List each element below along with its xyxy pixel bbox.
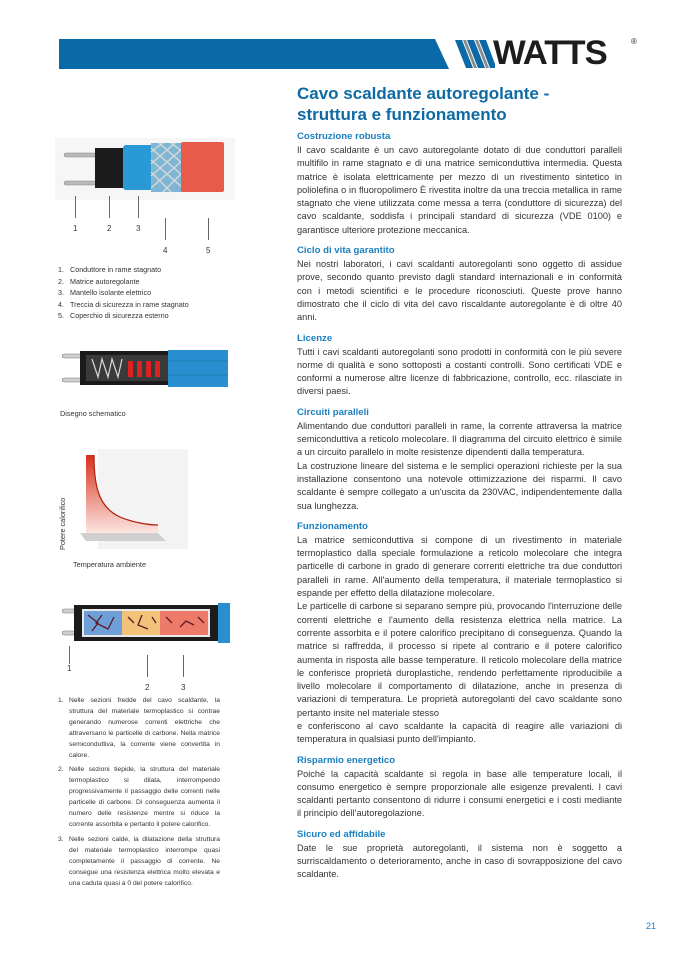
cable-layers-legend bbox=[58, 264, 189, 322]
watts-stripes-icon bbox=[455, 37, 495, 71]
header-banner bbox=[59, 39, 449, 69]
callout-line-4 bbox=[165, 218, 166, 240]
cable-layers-figure bbox=[55, 138, 235, 200]
callout-line-3 bbox=[138, 196, 139, 218]
section-heading: Risparmio energetico bbox=[297, 754, 396, 766]
callout-number: 3 bbox=[136, 224, 141, 233]
matrix-figure bbox=[58, 603, 233, 643]
section-costruzione-robusta bbox=[297, 130, 622, 237]
section-paragraph: Poiché la capacità scaldante si regola in base alle temperature locali, il consumo energetico è sempre proporzionale alle esigenze prevalenti. I cavi scaldanti pertanto consentono di ridurre i consumi energetici e i costi mediante il principio dell'autoregolazione. bbox=[297, 768, 622, 819]
section-paragraph: La costruzione lineare del sistema e le semplici operazioni richieste per la sua installazione consentono una notevole ottimizzazione dei risparmi. Il cavo scaldante è sempre collegato a un'uscita da 230VAC, indipendentemente dalla sua lunghezza. bbox=[297, 460, 622, 511]
page-title bbox=[297, 83, 597, 125]
section-paragraph: La matrice semiconduttiva si compone di un rivestimento in materiale termoplastico dalla speciale formulazione a reticolo molecolare che integra particelle di carbone in grado di generare correnti elettriche tra due conduttori paralleli in rame. All'aumento della temperatura, il materiale termoplastico si espande per effetto della dilatazione molecolare. bbox=[297, 534, 622, 599]
matrix-notes bbox=[58, 696, 220, 893]
watts-logo bbox=[455, 34, 640, 72]
callout-line-1 bbox=[75, 196, 76, 218]
callout-number: 1 bbox=[73, 224, 78, 233]
title-line-1: Cavo scaldante autoregolante - bbox=[297, 84, 550, 103]
legend-item: 3. Mantello isolante elettrico bbox=[58, 288, 152, 298]
section-licenze bbox=[297, 332, 622, 399]
section-heading: Sicuro ed affidabile bbox=[297, 828, 386, 840]
registered-mark: ® bbox=[631, 37, 637, 46]
chart-ylabel: Potere calorifico bbox=[58, 497, 67, 550]
callout-number: 2 bbox=[145, 683, 150, 692]
section-ciclo-di-vita bbox=[297, 244, 622, 324]
section-paragraph: Alimentando due conduttori paralleli in rame, la corrente attraversa la matrice semiconduttiva a reticolo molecolare. Il diagramma del circuito elettrico è simile a un circuito parallelo in molte resistenze dipendenti dalla temperatura. bbox=[297, 420, 622, 458]
brand-name: WATTS bbox=[493, 34, 607, 72]
callout-line-2 bbox=[147, 655, 148, 677]
section-paragraph: Nei nostri laboratori, i cavi scaldanti autoregolanti sono oggetto di assidue prove, secondo quanto previsto dagli standard internazionali e in conformità con i metodi scientifici e le procedure riconosciuti. Queste prove hanno dimostrato che il ciclo di vita del cavo riscaldante autoregolante è di oltre 40 anni. bbox=[297, 259, 622, 323]
chart-xlabel: Temperatura ambiente bbox=[73, 560, 147, 569]
legend-item: 5. Coperchio di sicurezza esterno bbox=[58, 311, 169, 321]
section-paragraph: Date le sue proprietà autoregolanti, il sistema non è soggetto a surriscaldamento o deterioramento, anche in caso di sovrapposizione del cavo scaldante. bbox=[297, 842, 622, 880]
section-risparmio-energetico bbox=[297, 754, 622, 821]
section-paragraph: Il cavo scaldante è un cavo autoregolante dotato di due conduttori paralleli multifilo in rame stagnato e di una matrice semiconduttiva intermedia. Questa matrice è isolata elettricamente per mezzo di un rivestimento sintetico in poliolefina o in fluoropolimero È rivestita inoltre da una treccia metallica in rame stagnato che viene utilizzata come messa a terra (conduttore di sicurezza) del cavo scaldante, soddisfa i principali standard di sicurezza (VDE 0100) e garantisce ulteriore protezione meccanica. bbox=[297, 145, 622, 235]
title-line-2: struttura e funzionamento bbox=[297, 105, 507, 124]
section-heading: Funzionamento bbox=[297, 520, 368, 532]
note-item: 3. Nelle sezioni calde, la dilatazione della struttura del materiale termoplastico interrompe quasi completamente il passaggio di corrente. Ne consegue una resistenza elettrica molto elevata e una caduta quasi a 0 del potere calorifico. bbox=[58, 835, 220, 887]
page-number: 21 bbox=[646, 921, 657, 931]
callout-number: 5 bbox=[206, 246, 211, 255]
section-heading: Ciclo di vita garantito bbox=[297, 245, 395, 257]
section-heading: Costruzione robusta bbox=[297, 131, 391, 142]
callout-number: 3 bbox=[181, 683, 186, 692]
callout-line-5 bbox=[208, 218, 209, 240]
section-circuiti-paralleli bbox=[297, 406, 622, 513]
legend-item: 2. Matrice autoregolante bbox=[58, 276, 140, 286]
legend-item: 1. Conduttore in rame stagnato bbox=[58, 265, 162, 274]
section-funzionamento bbox=[297, 520, 622, 747]
callout-line-3 bbox=[183, 655, 184, 677]
schematic-figure bbox=[58, 347, 233, 397]
heat-output-chart bbox=[58, 445, 188, 557]
callout-number: 2 bbox=[107, 224, 112, 233]
note-item: 2. Nelle sezioni tiepide, la struttura del materiale termoplastico si dilata, interrompendo progressivamente il passaggio delle correnti nelle particelle di carbone. Di conseguenza aumenta il numero delle resistenze mentre si riduce la corrente assorbita e pertanto il potere calorifico. bbox=[58, 766, 220, 828]
callout-line-2 bbox=[109, 196, 110, 218]
section-sicuro-affidabile bbox=[297, 828, 622, 882]
section-heading: Circuiti paralleli bbox=[297, 406, 369, 418]
note-item: 1. Nelle sezioni fredde del cavo scaldante, la struttura del materiale termoplastico si contrae generando numerose correnti elettriche che attraversano le particelle di carbone. Nella matrice semiconduttiva, la corrente viene convertita in calore. bbox=[58, 697, 220, 759]
legend-item: 4. Treccia di sicurezza in rame stagnato bbox=[58, 299, 189, 309]
callout-number: 4 bbox=[163, 246, 168, 255]
callout-number: 1 bbox=[67, 664, 72, 673]
callout-line-1 bbox=[69, 646, 70, 664]
section-paragraph: e conferiscono al cavo scaldante la capacità di reagire alle variazioni di temperatura in qualsiasi punto dell'impianto. bbox=[297, 720, 622, 745]
schematic-caption: Disegno schematico bbox=[60, 409, 126, 418]
main-content bbox=[297, 130, 622, 889]
section-paragraph: Le particelle di carbone si separano sempre più, provocando l'interruzione delle correnti elettriche e l'aumento della resistenza elettrica nella matrice. La corrente assorbita e il potere calorifico precipitano di conseguenza. Quando la matrice si raffredda, il processo si ripete al contrario e il potere calorifico aumenta in risposta alle basse temperature. Il reticolo molecolare della matrice le conferisce proprietà duroplastiche, rendendo perfettamente riproducibile a livello molecolare il comportamento di dilatazione, anche in presenza di variazioni di temperatura. Le proprietà autoregolanti del cavo scaldante sono pertanto insite nel materiale stesso bbox=[297, 601, 622, 718]
section-paragraph: Tutti i cavi scaldanti autoregolanti sono prodotti in conformità con le più severe norme di qualità e sono sottoposti a costanti controlli. Sono certificati VDE e conformi a numerose altre licenze di fabbricazione, controllo, ecc. rilasciate in diversi paesi. bbox=[297, 346, 622, 397]
section-heading: Licenze bbox=[297, 332, 333, 344]
